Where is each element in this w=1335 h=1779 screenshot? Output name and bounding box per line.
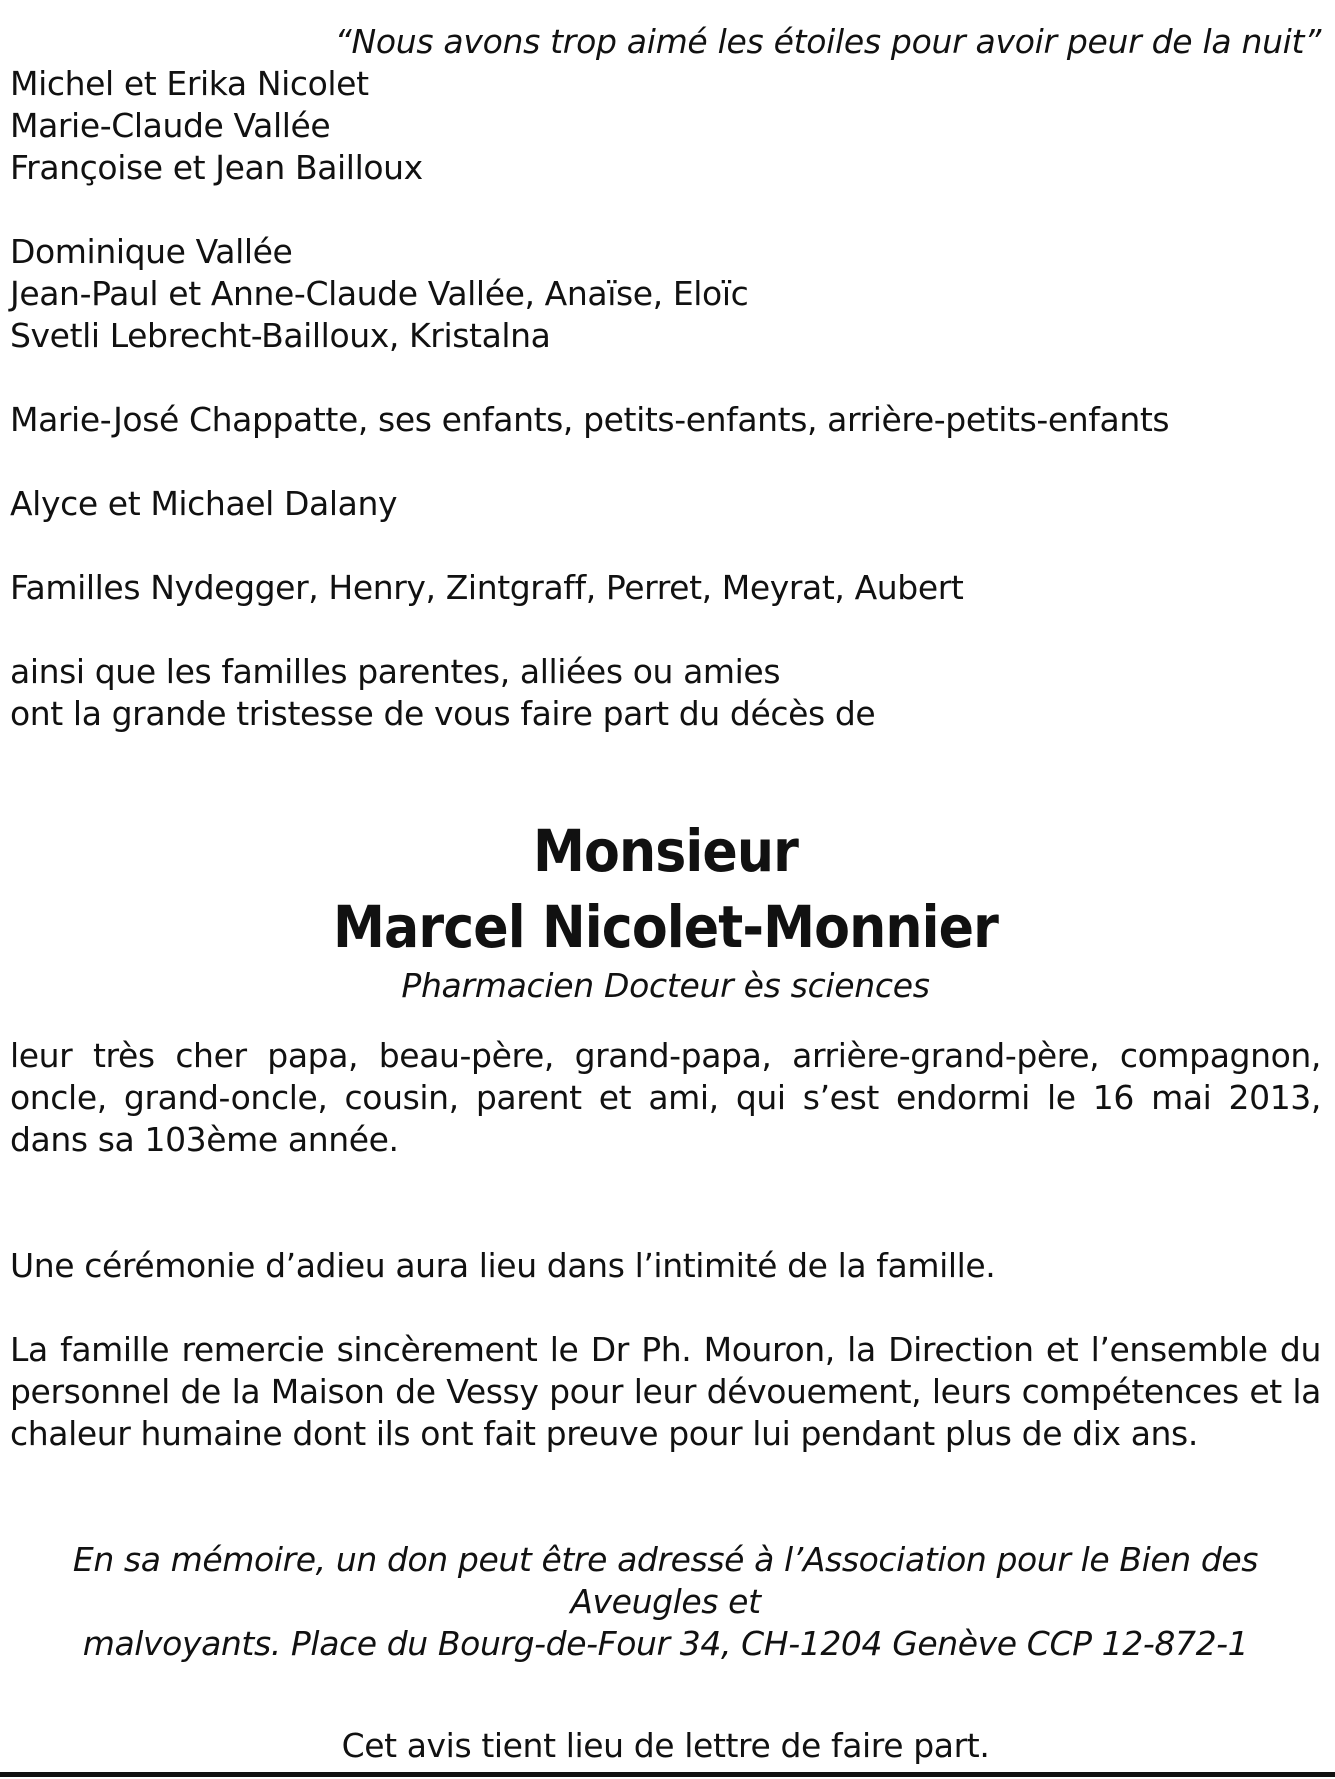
announcement-line: ont la grande tristesse de vous faire part du décès de xyxy=(10,694,876,733)
family-group-3 xyxy=(10,399,1321,441)
thanks-paragraph: La famille remercie sincèrement le Dr Ph. Mouron, la Direction et l’ensemble du personnel de la Maison de Vessy pour leur dévouement, leurs compétences et la chaleur humaine dont ils ont fait preuve pour lui pendant plus de dix ans. xyxy=(10,1330,1321,1453)
obituary-notice xyxy=(10,0,1321,1767)
bottom-divider xyxy=(0,1772,1335,1777)
closing-line: Cet avis tient lieu de lettre de faire part. xyxy=(341,1726,990,1765)
family-group-4 xyxy=(10,483,1321,525)
announcement-line: ainsi que les familles parentes, alliées ou amies xyxy=(10,652,781,691)
family-line: Françoise et Jean Bailloux xyxy=(10,148,423,187)
announcement-intro xyxy=(10,651,1321,735)
donation-line-2: malvoyants. Place du Bourg-de-Four 34, CH-1204 Genève CCP 12-872-1 xyxy=(82,1624,1249,1663)
family-line: Familles Nydegger, Henry, Zintgraff, Perret, Meyrat, Aubert xyxy=(10,568,964,607)
family-line: Dominique Vallée xyxy=(10,232,293,271)
deceased-description: leur très cher papa, beau-père, grand-papa, arrière-grand-père, compagnon, oncle, grand-oncle, cousin, parent et ami, qui s’est endormi le 16 mai 2013, dans sa 103ème année. xyxy=(10,1036,1321,1159)
deceased-honorific: Monsieur xyxy=(532,817,799,885)
family-line: Marie-Claude Vallée xyxy=(10,106,331,145)
family-line: Marie-José Chappatte, ses enfants, petits-enfants, arrière-petits-enfants xyxy=(10,400,1170,439)
family-line: Jean-Paul et Anne-Claude Vallée, Anaïse, Eloïc xyxy=(10,274,749,313)
donation-notice xyxy=(10,1539,1321,1665)
family-line: Svetli Lebrecht-Bailloux, Kristalna xyxy=(10,316,551,355)
family-group-2 xyxy=(10,231,1321,357)
epigraph-quote: “Nous avons trop aimé les étoiles pour avoir peur de la nuit” xyxy=(334,22,1321,61)
ceremony-notice: Une cérémonie d’adieu aura lieu dans l’intimité de la famille. xyxy=(10,1246,996,1285)
family-group-1 xyxy=(10,63,1321,189)
family-group-5 xyxy=(10,567,1321,609)
family-line: Michel et Erika Nicolet xyxy=(10,64,369,103)
family-line: Alyce et Michael Dalany xyxy=(10,484,398,523)
deceased-name: Marcel Nicolet-Monnier xyxy=(332,893,998,961)
deceased-profession: Pharmacien Docteur ès sciences xyxy=(401,966,930,1005)
donation-line-1: En sa mémoire, un don peut être adressé à l’Association pour le Bien des Aveugles et xyxy=(72,1540,1259,1621)
